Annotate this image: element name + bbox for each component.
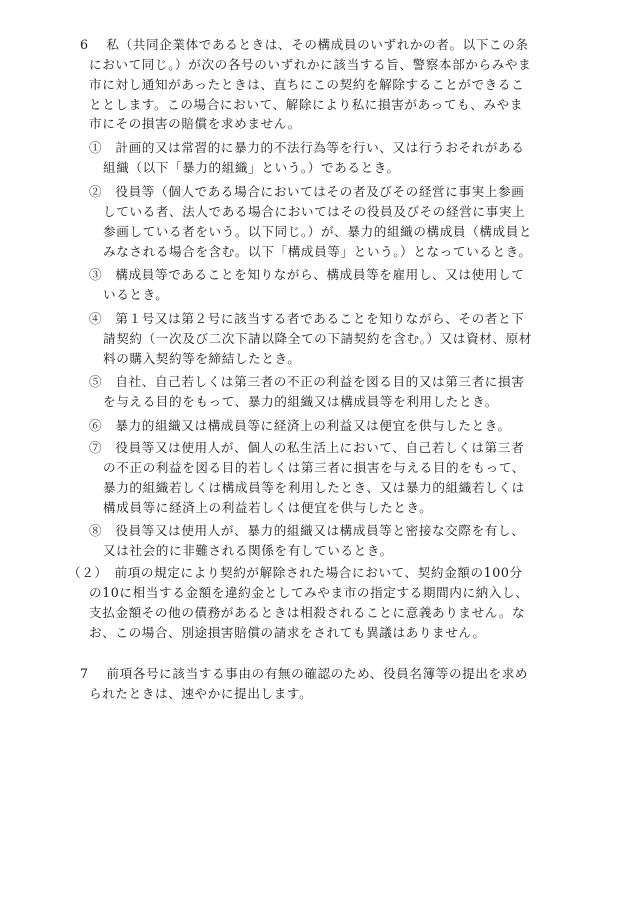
list-item: ⑦ 役員等又は使用人が、個人の私生活上において、自己若しくは第三者 xyxy=(89,440,525,455)
text-line: 組織（以下「暴力的組織」という。）であるとき。 xyxy=(103,160,400,175)
list-item: ③ 構成員等であることを知りながら、構成員等を雇用し、又は使用して xyxy=(89,267,525,282)
text-line: 参画している者をいう。以下同じ。）が、暴力的組織の構成員（構成員と xyxy=(103,224,533,239)
list-item: ④ 第１号又は第２号に該当する者であることを知りながら、その者と下 xyxy=(89,311,525,326)
text-line: 構成員等に経済上の利益若しくは便宜を供与したとき。 xyxy=(103,500,433,515)
list-item: ② 役員等（個人である場合においてはその者及びその経営に事実上参画 xyxy=(89,184,525,199)
text-line: 支払金額その他の債務があるときは相殺されることに意義ありません。な xyxy=(89,605,526,620)
list-item: ① 計画的又は常習的に暴力的不法行為等を行い、又は行うおそれがある xyxy=(89,140,525,155)
text-line: ととします。この場合において、解除により私に損害があっても、みやま xyxy=(89,97,524,112)
text-line: している者、法人である場合においてはその役員及びその経営に事実上 xyxy=(103,204,526,219)
text-line: 市に対し通知があったときは、直ちにこの契約を解除することができるこ xyxy=(89,77,525,92)
text-line: 又は社会的に非難される関係を有しているとき。 xyxy=(103,543,393,558)
list-item: ⑧ 役員等又は使用人が、暴力的組織又は構成員等と密接な交際を有し、 xyxy=(89,523,525,538)
text-line: られたときは、速やかに提出します。 xyxy=(89,686,313,701)
text-line: 請契約（一次及び二次下請以降全ての下請契約を含む。）又は資材、原材 xyxy=(103,331,533,346)
text-line: 6 私（共同企業体であるときは、その構成員のいずれかの者。以下この条 xyxy=(80,37,529,52)
text-line: の10に相当する金額を違約金としてみやま市の指定する期間内に納入し、 xyxy=(89,585,529,600)
list-item: ⑤ 自社、自己若しくは第三者の不正の利益を図る目的又は第三者に損害 xyxy=(89,374,525,389)
text-line: 暴力的組織若しくは構成員等を利用したとき、又は暴力的組織若しくは xyxy=(103,480,525,495)
clause-7-line: 7 前項各号に該当する事由の有無の確認のため、役員名簿等の提出を求め xyxy=(80,666,529,681)
clause-2-line: （２） 前項の規定により契約が解除された場合において、契約金額の100分 xyxy=(68,565,523,580)
text-line: の不正の利益を図る目的若しくは第三者に損害を与える目的をもって、 xyxy=(103,460,525,475)
text-line: お、この場合、別途損害賠償の請求をされても異議はありません。 xyxy=(89,625,486,640)
text-line: 料の購入契約等を締結したとき。 xyxy=(103,351,301,366)
text-line: みなされる場合を含む。以下「構成員等」という。）となっているとき。 xyxy=(103,244,532,259)
text-line: を与える目的をもって、暴力的組織又は構成員等を利用したとき。 xyxy=(103,394,499,409)
text-line: いるとき。 xyxy=(103,287,169,302)
text-line: 市にその損害の賠償を求めません。 xyxy=(89,116,301,131)
text-line: において同じ。）が次の各号のいずれかに該当する旨、警察本部からみやま xyxy=(89,57,532,72)
list-item: ⑥ 暴力的組織又は構成員等に経済上の利益又は便宜を供与したとき。 xyxy=(89,418,511,433)
